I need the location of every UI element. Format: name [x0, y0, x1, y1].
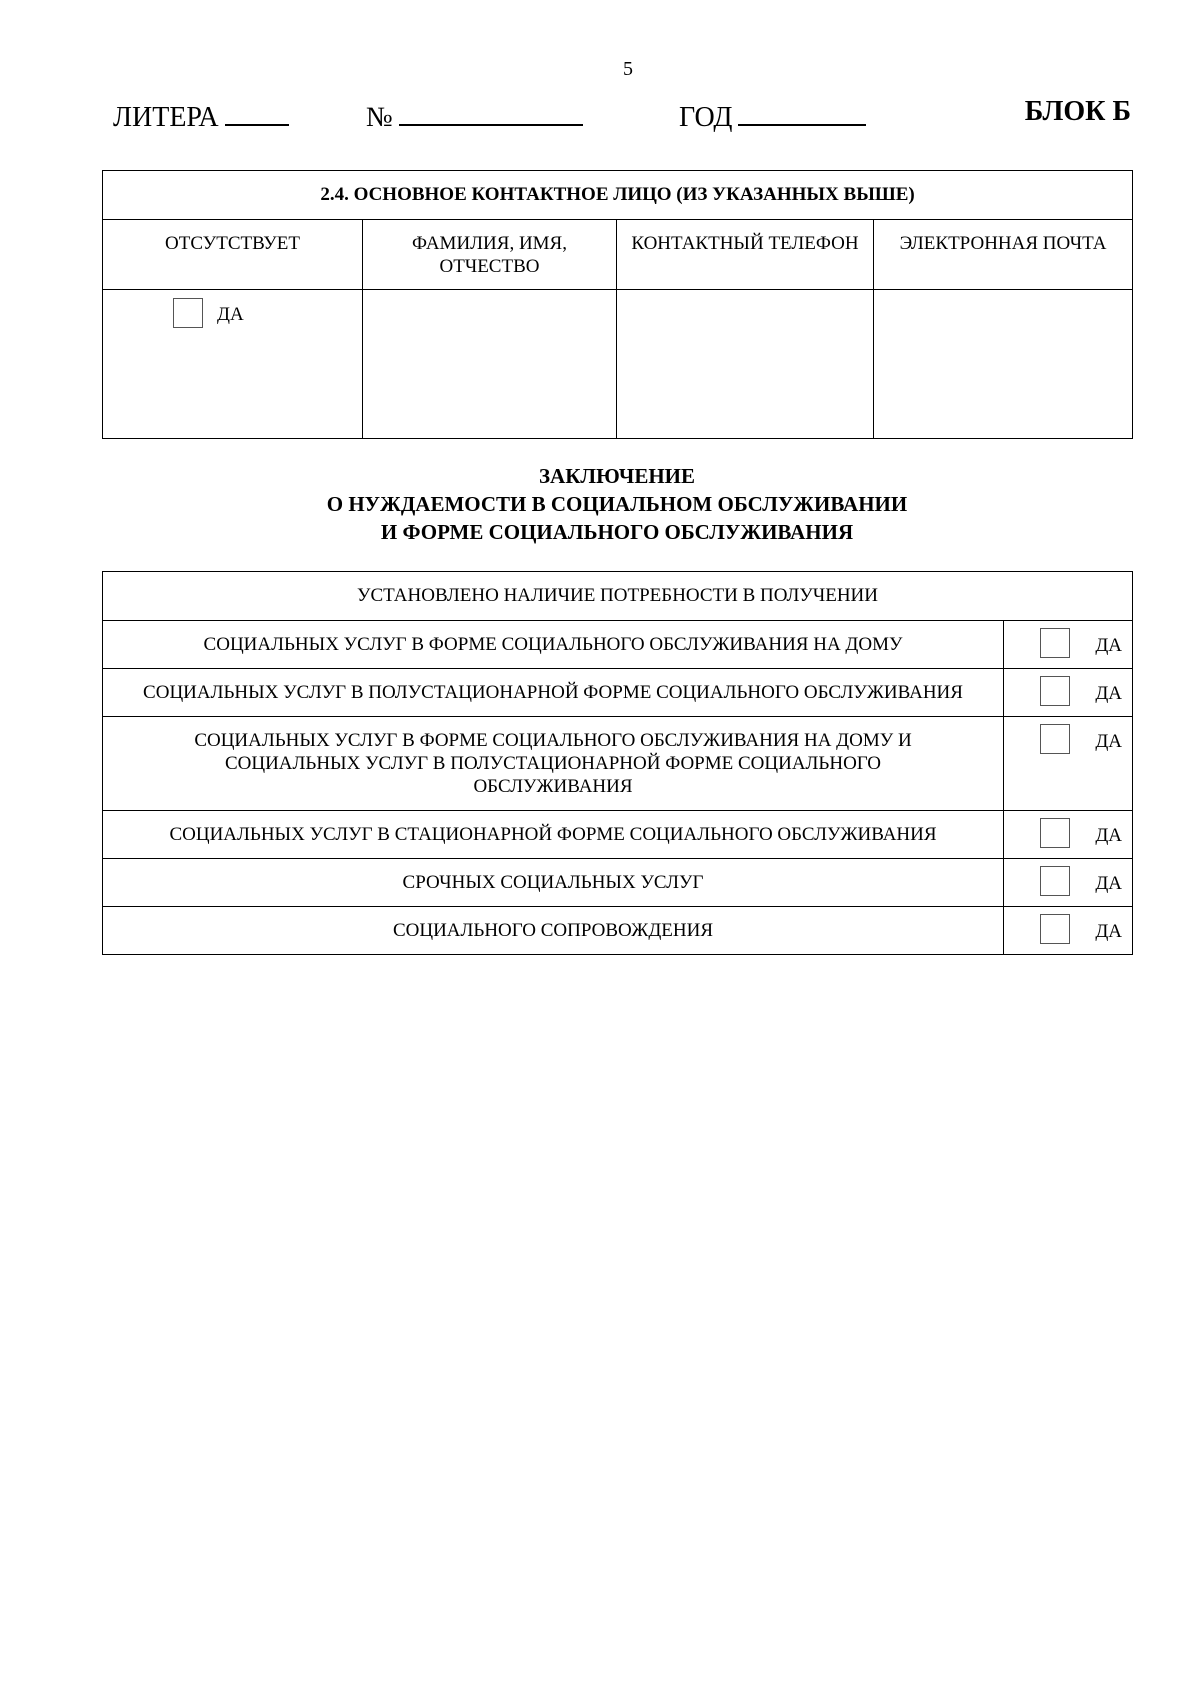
checkbox-cell: [1004, 717, 1133, 811]
absent-cell: [103, 290, 363, 439]
checkbox-cell: [1004, 621, 1133, 669]
litera-label: ЛИТЕРА: [113, 102, 219, 133]
full-name-input-cell[interactable]: [363, 290, 617, 439]
yes-label: ДА: [1095, 873, 1122, 894]
column-header-email: ЭЛЕКТРОННАЯ ПОЧТА: [874, 220, 1133, 290]
stationary-checkbox[interactable]: [1040, 818, 1070, 848]
contact-person-table: [102, 170, 1133, 439]
conclusion-title-line: И ФОРМЕ СОЦИАЛЬНОГО ОБСЛУЖИВАНИЯ: [380, 520, 854, 544]
home-service-checkbox[interactable]: [1040, 628, 1070, 658]
urgent-services-checkbox[interactable]: [1040, 866, 1070, 896]
year-label: ГОД: [679, 102, 733, 133]
checkbox-cell: [1004, 811, 1133, 859]
service-label: СОЦИАЛЬНОГО СОПРОВОЖДЕНИЯ: [103, 907, 1004, 955]
absent-checkbox[interactable]: [173, 298, 203, 328]
year-input-line[interactable]: [738, 96, 866, 126]
social-support-checkbox[interactable]: [1040, 914, 1070, 944]
service-label: СОЦИАЛЬНЫХ УСЛУГ В ФОРМЕ СОЦИАЛЬНОГО ОБСЛУЖИВАНИЯ НА ДОМУ И СОЦИАЛЬНЫХ УСЛУГ В ПОЛУСТАЦИОНАРНОЙ ФОРМЕ СОЦИАЛЬНОГО ОБСЛУЖИВАНИЯ: [103, 717, 1004, 811]
checkbox-cell: [1004, 859, 1133, 907]
year-field: [679, 96, 866, 134]
page-number: 5: [623, 58, 633, 80]
column-header-full-name: ФАМИЛИЯ, ИМЯ, ОТЧЕСТВО: [363, 220, 617, 290]
yes-label: ДА: [1095, 825, 1122, 846]
service-label: СОЦИАЛЬНЫХ УСЛУГ В ПОЛУСТАЦИОНАРНОЙ ФОРМЕ СОЦИАЛЬНОГО ОБСЛУЖИВАНИЯ: [103, 669, 1004, 717]
service-label: СОЦИАЛЬНЫХ УСЛУГ В ФОРМЕ СОЦИАЛЬНОГО ОБСЛУЖИВАНИЯ НА ДОМУ: [103, 621, 1004, 669]
column-header-absent: ОТСУТСТВУЕТ: [103, 220, 363, 290]
yes-label: ДА: [1095, 921, 1122, 942]
table-row: [103, 811, 1133, 859]
conclusion-title-line: О НУЖДАЕМОСТИ В СОЦИАЛЬНОМ ОБСЛУЖИВАНИИ: [326, 492, 908, 516]
yes-label: ДА: [1095, 731, 1122, 752]
litera-input-line[interactable]: [225, 96, 289, 126]
checkbox-cell: [1004, 907, 1133, 955]
service-label: СОЦИАЛЬНЫХ УСЛУГ В СТАЦИОНАРНОЙ ФОРМЕ СОЦИАЛЬНОГО ОБСЛУЖИВАНИЯ: [103, 811, 1004, 859]
number-label: №: [366, 102, 393, 133]
contact-section-title: 2.4. ОСНОВНОЕ КОНТАКТНОЕ ЛИЦО (ИЗ УКАЗАННЫХ ВЫШЕ): [103, 171, 1133, 220]
absent-yes-label: ДА: [217, 304, 244, 325]
table-row: [103, 859, 1133, 907]
form-header: [113, 96, 1131, 132]
table-row: [103, 907, 1133, 955]
litera-field: [113, 96, 289, 134]
conclusion-title-line: ЗАКЛЮЧЕНИЕ: [538, 464, 696, 488]
needs-table: [102, 571, 1133, 955]
table-row: [103, 621, 1133, 669]
service-label: СРОЧНЫХ СОЦИАЛЬНЫХ УСЛУГ: [103, 859, 1004, 907]
block-label: БЛОК Б: [1024, 96, 1131, 127]
email-input-cell[interactable]: [874, 290, 1133, 439]
home-and-semi-stationary-checkbox[interactable]: [1040, 724, 1070, 754]
table-row: [103, 669, 1133, 717]
yes-label: ДА: [1095, 683, 1122, 704]
phone-input-cell[interactable]: [617, 290, 874, 439]
column-header-phone: КОНТАКТНЫЙ ТЕЛЕФОН: [617, 220, 874, 290]
number-input-line[interactable]: [399, 96, 583, 126]
checkbox-cell: [1004, 669, 1133, 717]
needs-table-header: УСТАНОВЛЕНО НАЛИЧИЕ ПОТРЕБНОСТИ В ПОЛУЧЕНИИ: [103, 572, 1133, 621]
number-field: [366, 96, 583, 134]
table-row: [103, 717, 1133, 811]
yes-label: ДА: [1095, 635, 1122, 656]
conclusion-title: [102, 462, 1132, 546]
semi-stationary-checkbox[interactable]: [1040, 676, 1070, 706]
